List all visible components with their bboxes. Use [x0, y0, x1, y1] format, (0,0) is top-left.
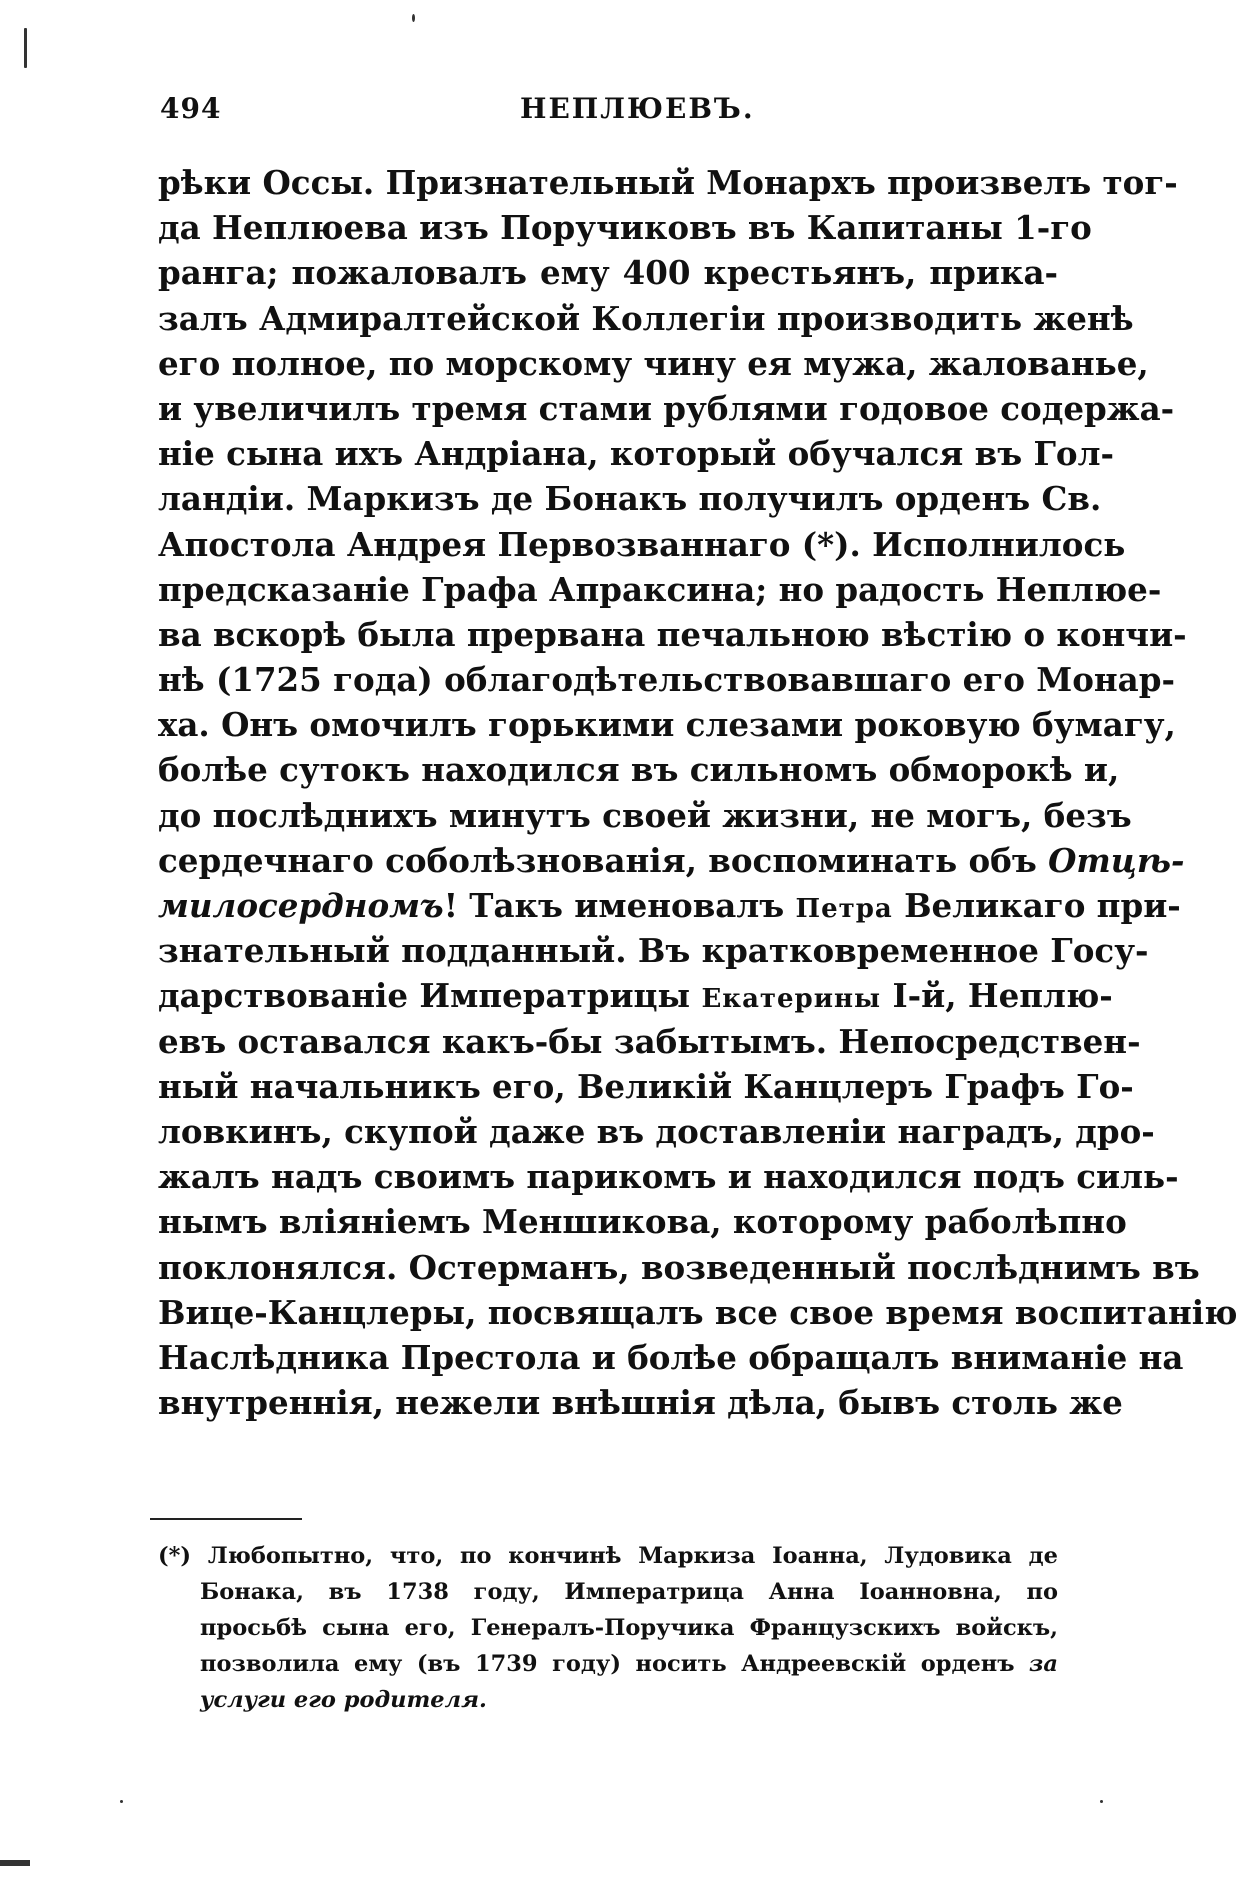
footnote-line: (*) Любопытно, что, по кончинѣ Маркиза Іоанна, Лудовика де	[158, 1543, 1058, 1569]
footnote-rule	[150, 1518, 302, 1520]
main-text	[158, 160, 1237, 1425]
small-caps-name: Петра	[795, 894, 893, 924]
italic-text: услуги его родителя.	[200, 1687, 487, 1713]
text-line: рѣки Оссы. Признательный Монархъ произвелъ тог-	[158, 163, 1178, 202]
text-line: внутреннія, нежели внѣшнія дѣла, бывъ столь же	[158, 1383, 1123, 1423]
italic-text: милосердномъ	[158, 886, 444, 925]
text-line: ніе сына ихъ Андріана, который обучался въ Гол-	[158, 434, 1114, 474]
text-line	[158, 883, 1181, 928]
text-line: болѣе сутокъ находился въ сильномъ обморокѣ и,	[158, 750, 1120, 790]
text-line: Наслѣдника Престола и болѣе обращалъ вниманіе на	[158, 1337, 1184, 1377]
footnote-line	[158, 1646, 1058, 1682]
text-line: и увеличилъ тремя стами рублями годовое содержа-	[158, 388, 1175, 428]
text-line: Вице-Канцлеры, посвящалъ все свое время воспитанію	[158, 1292, 1237, 1332]
text-line: ный начальникъ его, Великій Канцлеръ Графъ Го-	[158, 1066, 1134, 1106]
italic-text: Отцѣ-	[1048, 840, 1185, 880]
text-segment: сердечнаго соболѣзнованія, воспоминать объ	[158, 840, 1037, 880]
text-segment: I-й, Неплю-	[881, 976, 1113, 1016]
text-line: ландіи. Маркизъ де Бонакъ получилъ орденъ Св.	[158, 479, 1102, 519]
text-line	[158, 838, 1185, 883]
text-line: ловкинъ, скупой даже въ доставленіи наградъ, дро-	[158, 1111, 1155, 1151]
footnote-line: Бонака, въ 1738 году, Императрица Анна Іоанновна, по	[200, 1579, 1058, 1605]
text-line: Апостола Андрея Первозваннаго (*). Исполнилось	[158, 524, 1126, 564]
footnote	[158, 1538, 1058, 1718]
print-speck	[120, 1800, 123, 1803]
text-line: его полное, по морскому чину ея мужа, жалованье,	[158, 343, 1149, 383]
text-line: предсказаніе Графа Апраксина; но радость Неплюе-	[158, 569, 1162, 609]
text-line: нѣ (1725 года) облагодѣтельствовавшаго его Монар-	[158, 660, 1175, 700]
text-line: ранга; пожаловалъ ему 400 крестьянъ, прика-	[158, 253, 1058, 293]
text-segment: позволила ему (въ 1739 году) носить Андреевскій орденъ	[200, 1651, 1015, 1677]
footnote-line	[158, 1682, 1058, 1718]
text-line: нымъ вліяніемъ Меншикова, которому раболѣпно	[158, 1202, 1127, 1242]
print-speck	[24, 28, 27, 68]
print-speck	[0, 1860, 30, 1866]
text-line: поклонялся. Остерманъ, возведенный послѣднимъ въ	[158, 1247, 1200, 1287]
text-segment: Великаго при-	[892, 886, 1181, 925]
page-number: 494	[160, 92, 222, 125]
text-line: до послѣднихъ минутъ своей жизни, не могъ, безъ	[158, 795, 1132, 835]
text-line: ва вскорѣ была прервана печальною вѣстію о кончи-	[158, 614, 1187, 654]
text-line: ха. Онъ омочилъ горькими слезами роковую бумагу,	[158, 705, 1176, 745]
print-speck	[1100, 1800, 1103, 1803]
text-line: залъ Адмиралтейской Коллегіи производить женѣ	[158, 298, 1134, 338]
page-header	[160, 92, 1060, 132]
running-title: НЕПЛЮЕВЪ.	[520, 92, 755, 125]
text-line: знательный подданный. Въ кратковременное Госу-	[158, 931, 1149, 971]
footnote-line: просьбѣ сына его, Генералъ-Поручика Французскихъ войскъ,	[200, 1615, 1058, 1641]
text-line: евъ оставался какъ-бы забытымъ. Непосредствен-	[158, 1021, 1141, 1061]
small-caps-name: Екатерины	[701, 984, 882, 1015]
italic-text: за	[1014, 1651, 1058, 1677]
text-line: да Неплюева изъ Поручиковъ въ Капитаны 1-го	[158, 208, 1092, 248]
text-line: жалъ надъ своимъ парикомъ и находился подъ силь-	[158, 1157, 1179, 1197]
text-line	[158, 973, 1113, 1018]
print-speck	[412, 14, 415, 22]
text-segment: ! Такъ именовалъ	[443, 886, 785, 925]
text-segment: дарствованіе Императрицы	[158, 976, 691, 1016]
